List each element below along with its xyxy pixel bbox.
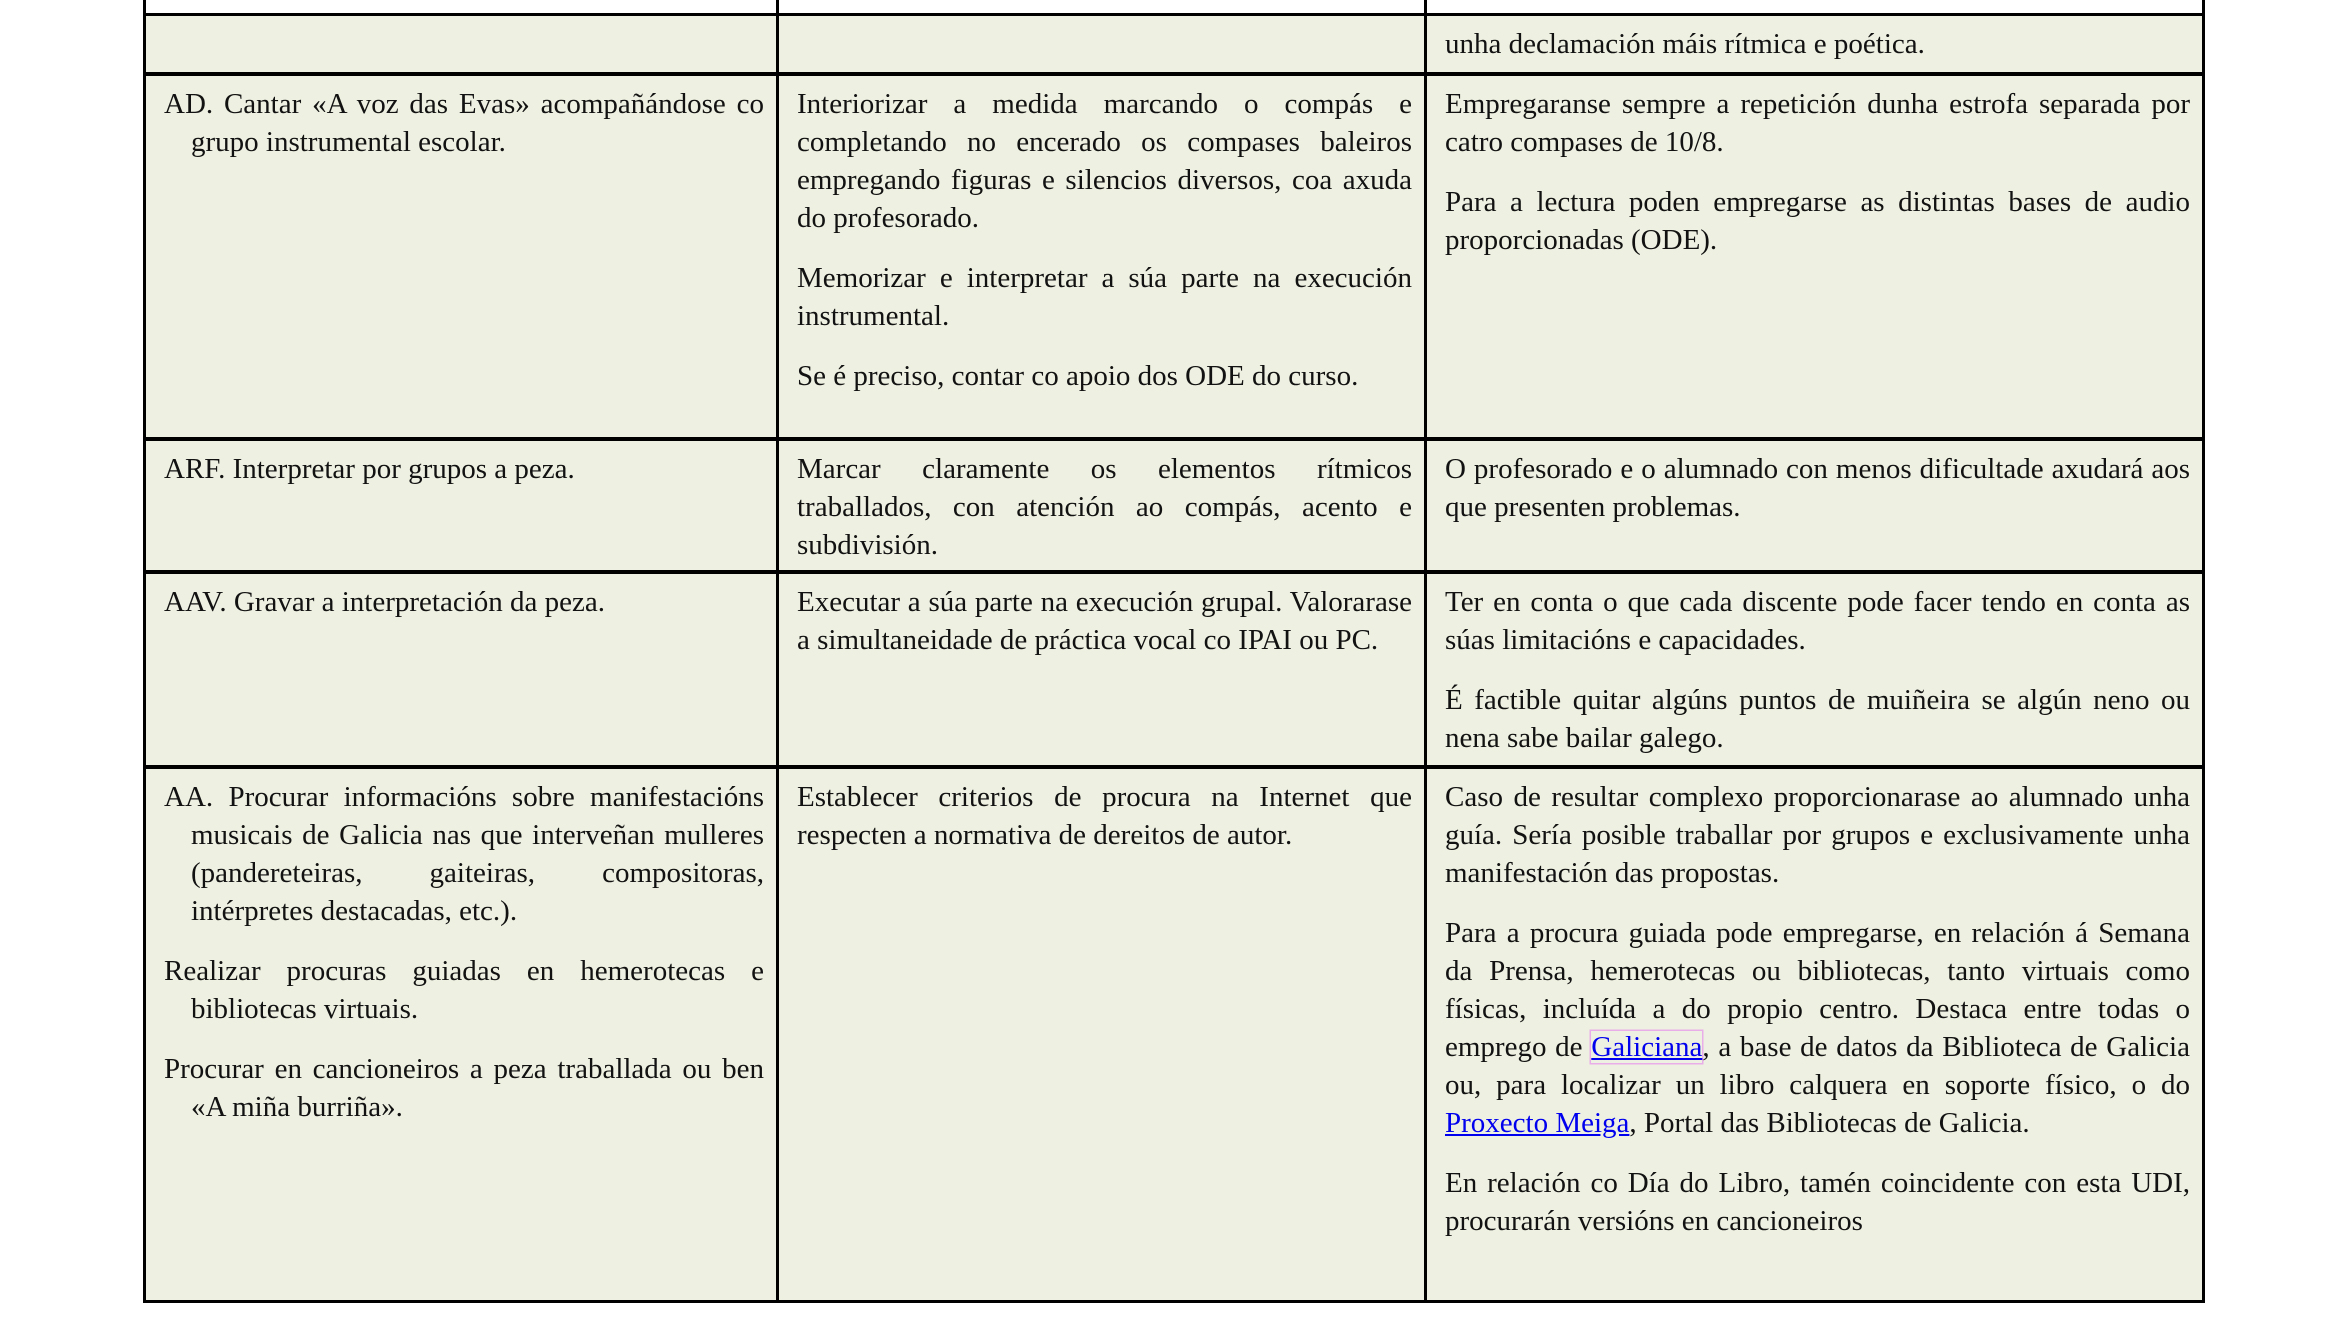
paragraph: En relación co Día do Libro, tamén coincidente con esta UDI, procurarán versións en cancioneiros [1445, 1167, 2190, 1237]
galiciana-link[interactable]: Galiciana [1591, 1031, 1703, 1063]
row-arf [143, 437, 2205, 570]
paragraph: Procurar en cancioneiros a peza traballada ou ben «A miña burriña». [164, 1053, 764, 1123]
row-continuation-top-cell-0 [143, 16, 776, 72]
row-ad-cell-1 [776, 76, 1424, 437]
paragraph: ARF. Interpretar por grupos a peza. [164, 453, 575, 485]
paragraph: AAV. Gravar a interpretación da peza. [164, 586, 605, 618]
paragraph: AD. Cantar «A voz das Evas» acompañándose co grupo instrumental escolar. [164, 88, 764, 158]
paragraph: Establecer criterios de procura na Internet que respecten a normativa de dereitos de autor. [797, 781, 1412, 851]
paragraph: unha declamación máis rítmica e poética. [1445, 28, 1925, 60]
paragraph: Caso de resultar complexo proporcionarase ao alumnado unha guía. Sería posible traballar por grupos e exclusivamente unha manifestación das propostas. [1445, 781, 2190, 889]
row-aa [143, 765, 2205, 1303]
row-arf-cell-0 [143, 441, 776, 570]
row-aa-cell-2 [1424, 769, 2205, 1300]
text-run: Para a procura guiada pode empregarse, en relación á Semana da Prensa, hemerotecas ou bibliotecas, tanto virtuais como físicas, incluída a do propio centro. Destaca entre todas o emprego de [1445, 917, 2190, 1063]
top-cut-cell [143, 0, 776, 13]
paragraph: Para a lectura poden empregarse as distintas bases de audio proporcionadas (ODE). [1445, 186, 2190, 256]
row-continuation-top-cell-2 [1424, 16, 2205, 72]
paragraph: Realizar procuras guiadas en hemerotecas e bibliotecas virtuais. [164, 955, 764, 1025]
row-ad-cell-0 [143, 76, 776, 437]
paragraph: Executar a súa parte na execución grupal. Valorarase a simultaneidade de práctica vocal co IPAI ou PC. [797, 586, 1412, 656]
activities-table [143, 0, 2205, 1303]
row-aav-cell-0 [143, 574, 776, 765]
row-aav-cell-1 [776, 574, 1424, 765]
row-arf-cell-2 [1424, 441, 2205, 570]
paragraph [1445, 914, 2190, 1142]
paragraph: Empregaranse sempre a repetición dunha estrofa separada por catro compases de 10/8. [1445, 88, 2190, 158]
paragraph: Marcar claramente os elementos rítmicos traballados, con atención ao compás, acento e subdivisión. [797, 453, 1412, 561]
paragraph: Se é preciso, contar co apoio dos ODE do curso. [797, 360, 1359, 392]
text-run: , a base de datos da Biblioteca de Galicia ou, para localizar un libro calquera en soporte físico, o do [1445, 1031, 2190, 1101]
proxecto-meiga-link[interactable]: Proxecto Meiga [1445, 1107, 1630, 1139]
row-aa-cell-0 [143, 769, 776, 1300]
row-arf-cell-1 [776, 441, 1424, 570]
row-ad-cell-2 [1424, 76, 2205, 437]
paragraph: AA. Procurar informacións sobre manifestacións musicais de Galicia nas que interveñan mulleres (pandereteiras, gaiteiras, compositoras, intérpretes destacadas, etc.). [164, 781, 764, 927]
top-cut-cell [1424, 0, 2205, 13]
table-top-cut [143, 0, 2205, 13]
row-aav [143, 570, 2205, 765]
paragraph: Ter en conta o que cada discente pode facer tendo en conta as súas limitacións e capacidades. [1445, 586, 2190, 656]
row-ad [143, 72, 2205, 437]
paragraph: É factible quitar algúns puntos de muiñeira se algún neno ou nena sabe bailar galego. [1445, 684, 2190, 754]
paragraph: O profesorado e o alumnado con menos dificultade axudará aos que presenten problemas. [1445, 453, 2190, 523]
top-cut-cell [776, 0, 1424, 13]
row-continuation-top-cell-1 [776, 16, 1424, 72]
paragraph: Memorizar e interpretar a súa parte na execución instrumental. [797, 262, 1412, 332]
row-continuation-top [143, 13, 2205, 72]
row-aa-cell-1 [776, 769, 1424, 1300]
row-aav-cell-2 [1424, 574, 2205, 765]
paragraph: Interiorizar a medida marcando o compás e completando no encerado os compases baleiros empregando figuras e silencios diversos, coa axuda do profesorado. [797, 88, 1412, 234]
text-run: , Portal das Bibliotecas de Galicia. [1629, 1107, 2030, 1139]
